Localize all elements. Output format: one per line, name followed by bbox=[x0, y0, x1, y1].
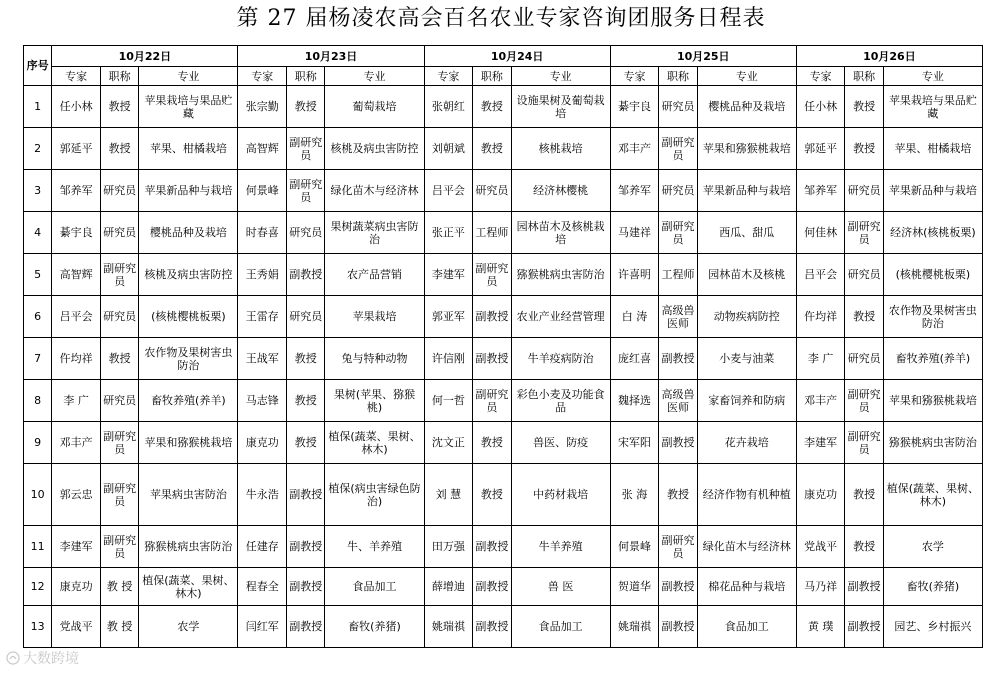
expert-name: 宋军阳 bbox=[610, 422, 659, 464]
expert-name: 何佳林 bbox=[796, 212, 845, 254]
expert-specialty: 苹果病虫害防治 bbox=[139, 464, 238, 526]
expert-name: 程春全 bbox=[238, 568, 287, 606]
expert-title: 教授 bbox=[286, 86, 324, 128]
table-row bbox=[24, 254, 983, 296]
expert-name: 薛增迪 bbox=[424, 568, 473, 606]
header-specialty: 专业 bbox=[139, 67, 238, 86]
row-number: 1 bbox=[24, 86, 52, 128]
expert-name: 邓丰产 bbox=[52, 422, 101, 464]
expert-specialty: 苹果新品种与栽培 bbox=[139, 170, 238, 212]
expert-title: 副教授 bbox=[659, 422, 697, 464]
expert-title: 副教授 bbox=[473, 606, 511, 648]
expert-name: 贺道华 bbox=[610, 568, 659, 606]
table-row bbox=[24, 380, 983, 422]
expert-specialty: 畜牧(养猪) bbox=[325, 606, 424, 648]
expert-name: 邹养军 bbox=[610, 170, 659, 212]
expert-name: 何一哲 bbox=[424, 380, 473, 422]
expert-specialty: 食品加工 bbox=[325, 568, 424, 606]
expert-name: 李 广 bbox=[796, 338, 845, 380]
expert-name: 姚瑞祺 bbox=[424, 606, 473, 648]
expert-title: 副研究员 bbox=[100, 464, 138, 526]
expert-title: 副研究员 bbox=[286, 170, 324, 212]
row-number: 9 bbox=[24, 422, 52, 464]
expert-title: 副研究员 bbox=[286, 128, 324, 170]
expert-name: 何景峰 bbox=[238, 170, 287, 212]
expert-name: 仵均祥 bbox=[52, 338, 101, 380]
expert-title: 教授 bbox=[100, 128, 138, 170]
expert-title: 研究员 bbox=[100, 380, 138, 422]
expert-specialty: 植保(蔬菜、果树、林木) bbox=[325, 422, 424, 464]
expert-title: 高级兽医师 bbox=[659, 380, 697, 422]
expert-title: 教授 bbox=[659, 464, 697, 526]
expert-name: 郭亚军 bbox=[424, 296, 473, 338]
table-row bbox=[24, 86, 983, 128]
table-row bbox=[24, 212, 983, 254]
row-number: 12 bbox=[24, 568, 52, 606]
expert-name: 张 海 bbox=[610, 464, 659, 526]
expert-name: 邓丰产 bbox=[796, 380, 845, 422]
expert-title: 研究员 bbox=[845, 170, 883, 212]
expert-specialty: 植保(蔬菜、果树、林木) bbox=[883, 464, 982, 526]
header-day: 10月23日 bbox=[238, 46, 424, 67]
expert-name: 郭云忠 bbox=[52, 464, 101, 526]
expert-specialty: (核桃樱桃板栗) bbox=[139, 296, 238, 338]
expert-specialty: 经济林樱桃 bbox=[511, 170, 610, 212]
expert-name: 仵均祥 bbox=[796, 296, 845, 338]
expert-specialty: 苹果和猕猴桃栽培 bbox=[697, 128, 796, 170]
expert-title: 副教授 bbox=[473, 526, 511, 568]
expert-name: 何景峰 bbox=[610, 526, 659, 568]
table-row bbox=[24, 526, 983, 568]
expert-name: 郭延平 bbox=[796, 128, 845, 170]
expert-specialty: 设施果树及葡萄栽培 bbox=[511, 86, 610, 128]
expert-specialty: 猕猴桃病虫害防治 bbox=[511, 254, 610, 296]
expert-specialty: 植保(病虫害绿色防治) bbox=[325, 464, 424, 526]
expert-specialty: 棉花品种与栽培 bbox=[697, 568, 796, 606]
expert-specialty: 苹果新品种与栽培 bbox=[883, 170, 982, 212]
expert-name: 邹养军 bbox=[796, 170, 845, 212]
expert-name: 李建军 bbox=[796, 422, 845, 464]
expert-name: 魏择选 bbox=[610, 380, 659, 422]
expert-title: 副研究员 bbox=[100, 254, 138, 296]
expert-name: 綦宇良 bbox=[52, 212, 101, 254]
expert-name: 王秀娟 bbox=[238, 254, 287, 296]
expert-specialty: 农学 bbox=[139, 606, 238, 648]
expert-title: 副教授 bbox=[286, 568, 324, 606]
expert-name: 任小林 bbox=[52, 86, 101, 128]
expert-specialty: 植保(蔬菜、果树、林木) bbox=[139, 568, 238, 606]
expert-specialty: 农学 bbox=[883, 526, 982, 568]
expert-specialty: 园艺、乡村振兴 bbox=[883, 606, 982, 648]
expert-specialty: 食品加工 bbox=[697, 606, 796, 648]
expert-name: 高智辉 bbox=[52, 254, 101, 296]
expert-name: 白 涛 bbox=[610, 296, 659, 338]
expert-title: 副研究员 bbox=[659, 526, 697, 568]
expert-title: 高级兽医师 bbox=[659, 296, 697, 338]
expert-specialty: 农产品营销 bbox=[325, 254, 424, 296]
expert-name: 张朝红 bbox=[424, 86, 473, 128]
expert-specialty: 家畜饲养和防病 bbox=[697, 380, 796, 422]
expert-specialty: 苹果和猕猴桃栽培 bbox=[883, 380, 982, 422]
expert-name: 高智辉 bbox=[238, 128, 287, 170]
watermark bbox=[6, 648, 79, 668]
expert-title: 副教授 bbox=[286, 526, 324, 568]
expert-title: 教授 bbox=[845, 526, 883, 568]
expert-specialty: 苹果和猕猴桃栽培 bbox=[139, 422, 238, 464]
header-specialty: 专业 bbox=[325, 67, 424, 86]
expert-title: 研究员 bbox=[100, 296, 138, 338]
expert-specialty: 樱桃品种及栽培 bbox=[139, 212, 238, 254]
header-day: 10月24日 bbox=[424, 46, 610, 67]
row-number: 3 bbox=[24, 170, 52, 212]
expert-title: 教授 bbox=[845, 464, 883, 526]
header-title: 职称 bbox=[659, 67, 697, 86]
row-number: 11 bbox=[24, 526, 52, 568]
expert-name: 闫红军 bbox=[238, 606, 287, 648]
watermark-text: 大数跨境 bbox=[23, 651, 79, 667]
header-expert: 专家 bbox=[424, 67, 473, 86]
expert-specialty: 苹果栽培与果品贮藏 bbox=[883, 86, 982, 128]
header-day: 10月25日 bbox=[610, 46, 796, 67]
expert-specialty: 核桃栽培 bbox=[511, 128, 610, 170]
expert-title: 副教授 bbox=[473, 568, 511, 606]
expert-specialty: 核桃及病虫害防控 bbox=[139, 254, 238, 296]
expert-name: 綦宇良 bbox=[610, 86, 659, 128]
expert-specialty: 经济作物有机种植 bbox=[697, 464, 796, 526]
expert-specialty: 牛羊养殖 bbox=[511, 526, 610, 568]
expert-title: 副研究员 bbox=[659, 212, 697, 254]
expert-title: 副教授 bbox=[659, 338, 697, 380]
header-expert: 专家 bbox=[610, 67, 659, 86]
row-number: 2 bbox=[24, 128, 52, 170]
expert-specialty: 彩色小麦及功能食品 bbox=[511, 380, 610, 422]
expert-specialty: 绿化苗木与经济林 bbox=[697, 526, 796, 568]
header-title: 职称 bbox=[845, 67, 883, 86]
expert-specialty: 猕猴桃病虫害防治 bbox=[883, 422, 982, 464]
header-specialty: 专业 bbox=[697, 67, 796, 86]
expert-name: 吕平会 bbox=[796, 254, 845, 296]
expert-specialty: (核桃樱桃板栗) bbox=[883, 254, 982, 296]
expert-title: 教授 bbox=[473, 128, 511, 170]
row-number: 4 bbox=[24, 212, 52, 254]
expert-title: 教授 bbox=[845, 86, 883, 128]
row-number: 6 bbox=[24, 296, 52, 338]
expert-title: 研究员 bbox=[473, 170, 511, 212]
table-row bbox=[24, 606, 983, 648]
expert-title: 副研究员 bbox=[100, 526, 138, 568]
header-specialty: 专业 bbox=[511, 67, 610, 86]
header-day: 10月26日 bbox=[796, 46, 982, 67]
expert-title: 教授 bbox=[473, 422, 511, 464]
expert-name: 任小林 bbox=[796, 86, 845, 128]
watermark-logo-icon bbox=[6, 651, 20, 665]
expert-specialty: 中药材栽培 bbox=[511, 464, 610, 526]
expert-name: 李 广 bbox=[52, 380, 101, 422]
expert-title: 研究员 bbox=[659, 86, 697, 128]
expert-specialty: 绿化苗木与经济林 bbox=[325, 170, 424, 212]
expert-specialty: 食品加工 bbox=[511, 606, 610, 648]
expert-specialty: 西瓜、甜瓜 bbox=[697, 212, 796, 254]
expert-name: 沈文正 bbox=[424, 422, 473, 464]
expert-name: 许信刚 bbox=[424, 338, 473, 380]
expert-title: 教授 bbox=[100, 86, 138, 128]
expert-title: 副研究员 bbox=[100, 422, 138, 464]
expert-specialty: 牛羊疫病防治 bbox=[511, 338, 610, 380]
expert-name: 马建祥 bbox=[610, 212, 659, 254]
expert-title: 副研究员 bbox=[845, 380, 883, 422]
table-row bbox=[24, 296, 983, 338]
expert-title: 教授 bbox=[845, 128, 883, 170]
expert-title: 副教授 bbox=[286, 254, 324, 296]
expert-name: 康克功 bbox=[796, 464, 845, 526]
row-number: 10 bbox=[24, 464, 52, 526]
expert-specialty: 农业产业经营管理 bbox=[511, 296, 610, 338]
expert-name: 吕平会 bbox=[52, 296, 101, 338]
row-number: 5 bbox=[24, 254, 52, 296]
expert-specialty: 园林苗木及核桃栽培 bbox=[511, 212, 610, 254]
table-row bbox=[24, 128, 983, 170]
expert-name: 刘朝斌 bbox=[424, 128, 473, 170]
schedule-table bbox=[23, 45, 983, 648]
expert-title: 教授 bbox=[473, 464, 511, 526]
expert-name: 党战平 bbox=[52, 606, 101, 648]
expert-name: 吕平会 bbox=[424, 170, 473, 212]
expert-specialty: 苹果栽培与果品贮藏 bbox=[139, 86, 238, 128]
expert-specialty: 兽 医 bbox=[511, 568, 610, 606]
expert-title: 副研究员 bbox=[473, 254, 511, 296]
expert-specialty: 兔与特种动物 bbox=[325, 338, 424, 380]
expert-title: 研究员 bbox=[845, 254, 883, 296]
row-number: 8 bbox=[24, 380, 52, 422]
expert-specialty: 园林苗木及核桃 bbox=[697, 254, 796, 296]
expert-name: 张宗勤 bbox=[238, 86, 287, 128]
header-specialty: 专业 bbox=[883, 67, 982, 86]
row-number: 7 bbox=[24, 338, 52, 380]
expert-title: 研究员 bbox=[286, 212, 324, 254]
expert-specialty: 畜牧养殖(养羊) bbox=[883, 338, 982, 380]
page-title: 第 27 届杨凌农高会百名农业专家咨询团服务日程表 bbox=[236, 6, 766, 31]
expert-title: 研究员 bbox=[100, 212, 138, 254]
expert-name: 许喜明 bbox=[610, 254, 659, 296]
table-row bbox=[24, 422, 983, 464]
expert-name: 康克功 bbox=[52, 568, 101, 606]
expert-name: 王战军 bbox=[238, 338, 287, 380]
expert-name: 邹养军 bbox=[52, 170, 101, 212]
expert-specialty: 小麦与油菜 bbox=[697, 338, 796, 380]
expert-specialty: 农作物及果树害虫防治 bbox=[139, 338, 238, 380]
expert-specialty: 葡萄栽培 bbox=[325, 86, 424, 128]
expert-title: 副研究员 bbox=[845, 212, 883, 254]
expert-title: 教授 bbox=[845, 296, 883, 338]
expert-title: 副教授 bbox=[286, 606, 324, 648]
header-expert: 专家 bbox=[796, 67, 845, 86]
expert-title: 研究员 bbox=[286, 296, 324, 338]
row-number: 13 bbox=[24, 606, 52, 648]
expert-title: 副教授 bbox=[286, 464, 324, 526]
header-seq: 序号 bbox=[24, 46, 52, 86]
table-row bbox=[24, 170, 983, 212]
expert-name: 马志锋 bbox=[238, 380, 287, 422]
expert-specialty: 农作物及果树害虫防治 bbox=[883, 296, 982, 338]
expert-title: 教 授 bbox=[100, 606, 138, 648]
table-row bbox=[24, 338, 983, 380]
expert-title: 研究员 bbox=[659, 170, 697, 212]
expert-name: 姚瑞祺 bbox=[610, 606, 659, 648]
expert-title: 副教授 bbox=[845, 606, 883, 648]
expert-name: 黄 璞 bbox=[796, 606, 845, 648]
expert-name: 李建军 bbox=[424, 254, 473, 296]
expert-specialty: 樱桃品种及栽培 bbox=[697, 86, 796, 128]
expert-specialty: 兽医、防疫 bbox=[511, 422, 610, 464]
expert-specialty: 经济林(核桃板栗) bbox=[883, 212, 982, 254]
expert-specialty: 苹果栽培 bbox=[325, 296, 424, 338]
expert-name: 庞红喜 bbox=[610, 338, 659, 380]
header-title: 职称 bbox=[473, 67, 511, 86]
expert-specialty: 畜牧养殖(养羊) bbox=[139, 380, 238, 422]
table-row bbox=[24, 464, 983, 526]
expert-specialty: 核桃及病虫害防控 bbox=[325, 128, 424, 170]
expert-name: 郭延平 bbox=[52, 128, 101, 170]
expert-title: 研究员 bbox=[845, 338, 883, 380]
expert-name: 党战平 bbox=[796, 526, 845, 568]
expert-title: 教授 bbox=[473, 86, 511, 128]
expert-title: 副教授 bbox=[473, 338, 511, 380]
expert-title: 副研究员 bbox=[845, 422, 883, 464]
header-expert: 专家 bbox=[238, 67, 287, 86]
expert-title: 副研究员 bbox=[659, 128, 697, 170]
expert-name: 时春喜 bbox=[238, 212, 287, 254]
expert-name: 康克功 bbox=[238, 422, 287, 464]
expert-title: 教 授 bbox=[100, 568, 138, 606]
expert-specialty: 畜牧(养猪) bbox=[883, 568, 982, 606]
expert-title: 副教授 bbox=[659, 568, 697, 606]
expert-title: 研究员 bbox=[100, 170, 138, 212]
header-title: 职称 bbox=[286, 67, 324, 86]
expert-title: 副教授 bbox=[659, 606, 697, 648]
expert-title: 副教授 bbox=[473, 296, 511, 338]
expert-name: 张正平 bbox=[424, 212, 473, 254]
header-day: 10月22日 bbox=[52, 46, 238, 67]
header-expert: 专家 bbox=[52, 67, 101, 86]
expert-name: 王雷存 bbox=[238, 296, 287, 338]
expert-specialty: 果树蔬菜病虫害防治 bbox=[325, 212, 424, 254]
expert-specialty: 动物疾病防控 bbox=[697, 296, 796, 338]
expert-name: 马乃祥 bbox=[796, 568, 845, 606]
expert-title: 副教授 bbox=[845, 568, 883, 606]
expert-specialty: 苹果、柑橘栽培 bbox=[139, 128, 238, 170]
table-row bbox=[24, 568, 983, 606]
header-title: 职称 bbox=[100, 67, 138, 86]
expert-title: 教授 bbox=[286, 422, 324, 464]
expert-specialty: 猕猴桃病虫害防治 bbox=[139, 526, 238, 568]
expert-name: 任建存 bbox=[238, 526, 287, 568]
expert-title: 教授 bbox=[286, 338, 324, 380]
expert-specialty: 果树(苹果、猕猴桃) bbox=[325, 380, 424, 422]
expert-name: 牛永浩 bbox=[238, 464, 287, 526]
expert-name: 邓丰产 bbox=[610, 128, 659, 170]
expert-title: 副研究员 bbox=[473, 380, 511, 422]
expert-title: 工程师 bbox=[659, 254, 697, 296]
expert-name: 刘 慧 bbox=[424, 464, 473, 526]
expert-specialty: 花卉栽培 bbox=[697, 422, 796, 464]
expert-name: 李建军 bbox=[52, 526, 101, 568]
expert-specialty: 苹果、柑橘栽培 bbox=[883, 128, 982, 170]
expert-title: 教授 bbox=[100, 338, 138, 380]
expert-title: 工程师 bbox=[473, 212, 511, 254]
expert-specialty: 牛、羊养殖 bbox=[325, 526, 424, 568]
expert-name: 田万强 bbox=[424, 526, 473, 568]
expert-specialty: 苹果新品种与栽培 bbox=[697, 170, 796, 212]
expert-title: 教授 bbox=[286, 380, 324, 422]
